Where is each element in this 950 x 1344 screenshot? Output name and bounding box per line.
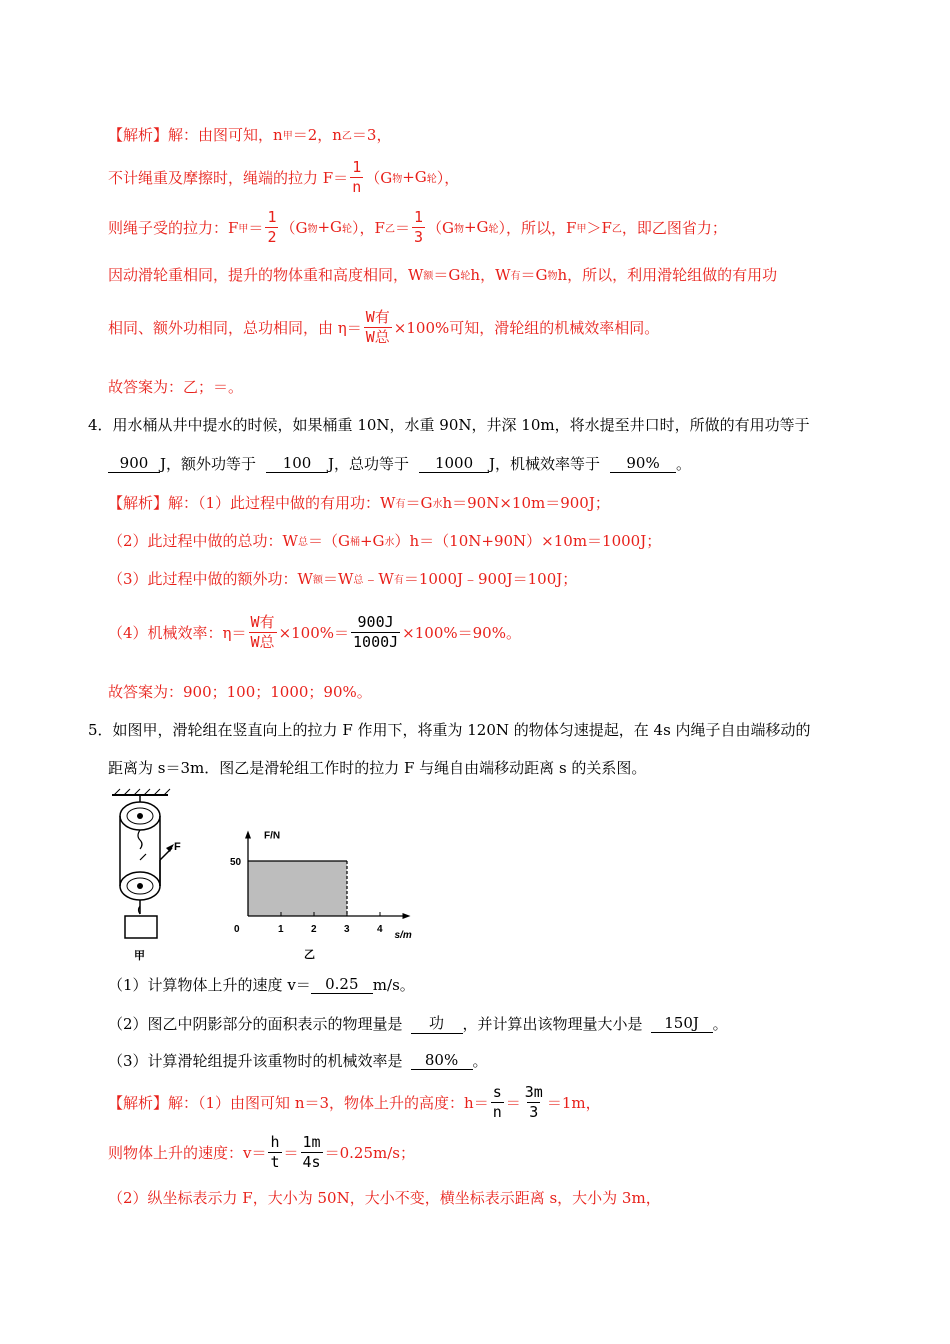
x-tick-label: 3 bbox=[344, 924, 350, 935]
fraction: $\frac{1}{2}$ bbox=[267, 207, 277, 246]
s3-analysis-line-2: 不计绳重及摩擦时，绳端的拉力 F＝ $\frac{1}{n}$ （G 物 +G 轮 ）， bbox=[108, 157, 460, 196]
answer-blank: 100 bbox=[266, 454, 328, 473]
q4-analysis-line-2: （2）此过程中做的总功：W 总 ＝（G 桶 +G 水 ）h＝（10N+90N）×10m＝1000J； bbox=[108, 531, 662, 550]
analysis-label: 【解析】 bbox=[108, 1093, 169, 1112]
q5-stem-line-2: 距离为 s＝3m．图乙是滑轮组工作时的拉力 F 与绳自由端移动距离 s 的关系图。 bbox=[108, 759, 647, 777]
answer-blank: 功 bbox=[411, 1012, 463, 1034]
fraction: $\frac{s}{n}$ bbox=[492, 1082, 502, 1121]
q4-stem-line-1: 4．用水桶从井中提水的时候，如果桶重 10N，水重 90N，井深 10m，将水提至井口时，所做的有用功等于 bbox=[88, 416, 810, 434]
x-tick-label: 1 bbox=[278, 924, 284, 935]
load-block bbox=[125, 916, 157, 938]
fraction: $\frac{h}{t}$ bbox=[270, 1132, 280, 1171]
s3-analysis-line-1: 【解析】 解：由图可知，n 甲 ＝2，n 乙 ＝3， bbox=[108, 126, 392, 144]
shaded-work-area bbox=[248, 861, 347, 916]
answer-blank: 1000 bbox=[419, 454, 489, 473]
q5-analysis-line-1: 【解析】 解：（1）由图可知 n＝3，物体上升的高度：h＝ $\frac{s}{n}$ ＝ $\frac{3m}{3}$ ＝1m， bbox=[108, 1082, 601, 1121]
q5-sub-question-1: （1）计算物体上升的速度 v＝ 0.25 m/s。 bbox=[108, 975, 415, 994]
figure-jia-label: 甲 bbox=[134, 950, 145, 962]
x-axis-arrow bbox=[403, 913, 411, 919]
q4-analysis-line-1: 【解析】 解：（1）此过程中做的有用功：W 有 ＝G 水 h＝90N×10m＝900J； bbox=[108, 494, 610, 512]
figure-yi-label: 乙 bbox=[304, 949, 315, 961]
answer-blank: 150J bbox=[651, 1014, 713, 1033]
y-tick-label: 50 bbox=[230, 857, 242, 868]
x-tick-label: 0 bbox=[234, 924, 240, 935]
force-distance-chart bbox=[220, 808, 440, 963]
q5-stem-line-1: 5．如图甲，滑轮组在竖直向上的拉力 F 作用下，将重为 120N 的物体匀速提起，在 4s 内绳子自由端移动的 bbox=[88, 721, 811, 739]
answer-blank: 0.25 bbox=[311, 975, 373, 994]
q5-sub-question-2: （2）图乙中阴影部分的面积表示的物理量是 功 ，并计算出该物理量大小是 150J 。 bbox=[108, 1013, 728, 1033]
answer-blank: 900 bbox=[108, 454, 160, 473]
fraction: $\frac{900J}{1000J}$ bbox=[353, 612, 399, 651]
fraction: $\frac{\text{W有}}{\text{W总}}$ bbox=[250, 612, 275, 651]
q4-answer: 故答案为：900；100；1000；90%。 bbox=[108, 683, 372, 701]
s3-analysis-line-4: 因动滑轮重相同，提升的物体重和高度相同，W 额 ＝G 轮 h，W 有 ＝G 物 h，所以，利用滑轮组做的有用功 bbox=[108, 266, 778, 284]
x-tick-label: 4 bbox=[377, 924, 383, 935]
q5-analysis-line-3: （2）纵坐标表示力 F，大小为 50N，大小不变，横坐标表示距离 s，大小为 3m， bbox=[108, 1189, 661, 1207]
fraction: $\frac{\text{W有}}{\text{W总}}$ bbox=[365, 307, 390, 346]
fraction: $\frac{1m}{4s}$ bbox=[302, 1132, 321, 1171]
analysis-label: 【解析】 bbox=[108, 126, 169, 144]
fraction: $\frac{1}{n}$ bbox=[352, 157, 362, 196]
force-label: F bbox=[174, 841, 181, 853]
q5-sub-question-3: （3）计算滑轮组提升该重物时的机械效率是 80% 。 bbox=[108, 1051, 488, 1070]
fraction: $\frac{3m}{3}$ bbox=[524, 1082, 543, 1121]
s3-analysis-line-5: 相同、额外功相同，总功相同，由 η＝ $\frac{\text{W有}}{\text{W总}}$ ×100%可知，滑轮组的机械效率相同。 bbox=[108, 307, 660, 346]
s3-answer: 故答案为：乙；＝。 bbox=[108, 378, 244, 396]
fraction: $\frac{1}{3}$ bbox=[413, 207, 423, 246]
analysis-label: 【解析】 bbox=[108, 494, 169, 512]
q5-analysis-line-2: 则物体上升的速度：v＝ $\frac{h}{t}$ ＝ $\frac{1m}{4s}$ ＝0.25m/s； bbox=[108, 1132, 415, 1171]
x-tick-label: 2 bbox=[311, 924, 317, 935]
s3-analysis-line-3: 则绳子受的拉力：F 甲 ＝ $\frac{1}{2}$ （G 物 +G 轮 ），F 乙 ＝ $\frac{1}{3}$ （G 物 +G 轮 ），所以，F 甲 ＞F 乙 ，即乙图省力； bbox=[108, 207, 727, 246]
x-axis-label: s/m bbox=[394, 930, 412, 941]
y-axis-arrow bbox=[245, 831, 251, 839]
answer-blank: 80% bbox=[411, 1051, 473, 1070]
answer-blank: 90% bbox=[610, 454, 676, 473]
q4-analysis-line-4: （4）机械效率：η＝ $\frac{\text{W有}}{\text{W总}}$ ×100%＝ $\frac{900J}{1000J}$ ×100%＝90%。 bbox=[108, 612, 521, 651]
q4-analysis-line-3: （3）此过程中做的额外功：W 额 ＝W 总 ﹣W 有 ＝1000J﹣900J＝100J； bbox=[108, 570, 578, 588]
q4-stem-line-2: 900 J，额外功等于 100 J，总功等于 1000 J，机械效率等于 90% 。 bbox=[108, 453, 691, 474]
y-axis-label: F/N bbox=[264, 830, 281, 842]
pulley-system-figure bbox=[100, 788, 195, 963]
